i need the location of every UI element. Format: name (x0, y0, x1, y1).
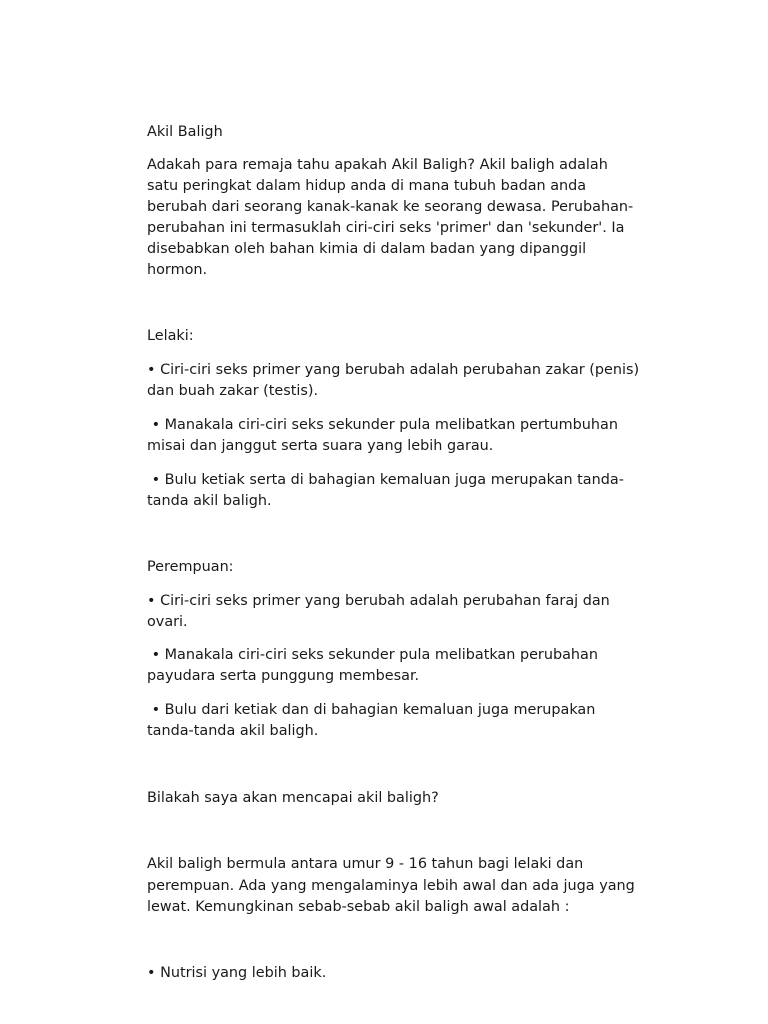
intro-line: disebabkan oleh bahan kimia di dalam badan yang dipanggil (147, 241, 587, 257)
intro-line: satu peringkat dalam hidup anda di mana tubuh badan anda (147, 178, 587, 194)
document-title: Akil Baligh (147, 124, 223, 140)
lelaki-point: misai dan janggut serta suara yang lebih garau. (147, 438, 494, 454)
intro-line: berubah dari seorang kanak-kanak ke seorang dewasa. Perubahan- (147, 199, 634, 215)
perempuan-point: ovari. (147, 614, 188, 630)
intro-line: hormon. (147, 262, 208, 278)
perempuan-point: • Manakala ciri-ciri seks sekunder pula melibatkan perubahan (147, 647, 598, 663)
perempuan-point: • Bulu dari ketiak dan di bahagian kemaluan juga merupakan (147, 702, 596, 718)
answer-line: lewat. Kemungkinan sebab-sebab akil baligh awal adalah : (147, 899, 570, 915)
lelaki-point: • Manakala ciri-ciri seks sekunder pula melibatkan pertumbuhan (147, 417, 618, 433)
cause-item: • Nutrisi yang lebih baik. (147, 965, 327, 981)
answer-line: perempuan. Ada yang mengalaminya lebih awal dan ada juga yang (147, 878, 635, 894)
lelaki-point: • Ciri-ciri seks primer yang berubah adalah perubahan zakar (penis) (147, 362, 640, 378)
question-heading: Bilakah saya akan mencapai akil baligh? (147, 790, 439, 806)
answer-line: Akil baligh bermula antara umur 9 - 16 tahun bagi lelaki dan (147, 856, 584, 872)
perempuan-point: tanda-tanda akil baligh. (147, 723, 319, 739)
intro-line: perubahan ini termasuklah ciri-ciri seks 'primer' dan 'sekunder'. Ia (147, 220, 625, 236)
intro-line: Adakah para remaja tahu apakah Akil Baligh? Akil baligh adalah (147, 157, 608, 173)
lelaki-point: dan buah zakar (testis). (147, 383, 319, 399)
lelaki-point: • Bulu ketiak serta di bahagian kemaluan juga merupakan tanda- (147, 472, 624, 488)
lelaki-point: tanda akil baligh. (147, 493, 272, 509)
perempuan-point: payudara serta punggung membesar. (147, 668, 420, 684)
section-heading-lelaki: Lelaki: (147, 328, 194, 344)
perempuan-point: • Ciri-ciri seks primer yang berubah adalah perubahan faraj dan (147, 593, 610, 609)
section-heading-perempuan: Perempuan: (147, 559, 234, 575)
